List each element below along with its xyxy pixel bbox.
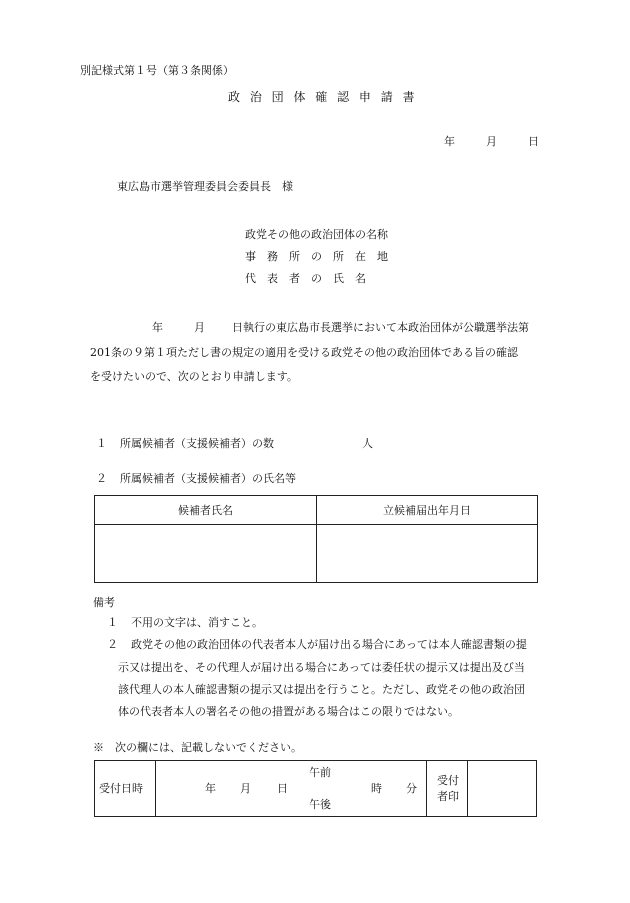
body-month-label: 月 (194, 321, 205, 334)
hour-label: 時 (371, 782, 382, 795)
remark-2-number: ２ (107, 638, 118, 651)
pm-label: 午後 (309, 798, 331, 811)
application-date (444, 135, 539, 149)
body-line-2: 201条の９第１項ただし書の規定の適用を受ける政党その他の政治団体である旨の確認 (90, 346, 518, 359)
remark-1-text: 不用の文字は、消すこと。 (131, 616, 263, 629)
item-1 (96, 437, 274, 451)
date-day-label: 日 (528, 135, 539, 148)
office-use-note: ※ 次の欄には、記載しないでください。 (93, 741, 302, 754)
header-filing-date: 立候補届出年月日 (317, 496, 538, 525)
remark-2 (107, 638, 527, 652)
form-reference: 別記様式第１号（第３条関係） (80, 64, 234, 77)
remark-1-number: １ (107, 616, 118, 629)
addressee: 東広島市選挙管理委員会委員長 様 (117, 180, 293, 193)
minute-label: 分 (406, 782, 417, 795)
office-location-label: 事 務 所 の 所 在 地 (245, 250, 388, 263)
remarks-title: 備考 (93, 596, 115, 609)
body-line-1 (152, 321, 529, 335)
body-year-label: 年 (152, 321, 163, 334)
item-1-label: 所属候補者（支援候補者）の数 (120, 437, 274, 450)
office-use-box (94, 760, 537, 817)
remark-2-line-1: 政党その他の政治団体の代表者本人が届け出る場合にあっては本人確認書類の提 (131, 638, 527, 651)
candidate-name-cell[interactable] (95, 525, 317, 583)
remark-2-line-3: 該代理人の本人確認書類の提示又は提出を行うこと。ただし、政党その他の政治団 (118, 683, 525, 696)
header-candidate-name: 候補者氏名 (95, 496, 317, 525)
candidate-table (94, 495, 538, 583)
representative-name-label: 代 表 者 の 氏 名 (245, 272, 366, 285)
table-row (95, 525, 538, 583)
date-year-label: 年 (444, 135, 455, 148)
remark-2-line-4: 体の代表者本人の署名その他の措置がある場合はこの限りではない。 (118, 705, 459, 718)
item-2-number: ２ (96, 472, 107, 485)
filing-date-cell[interactable] (317, 525, 538, 583)
received-month: 月 (240, 782, 251, 795)
date-month-label: 月 (486, 135, 497, 148)
item-2 (96, 472, 296, 486)
am-label: 午前 (309, 766, 331, 779)
document-title: 政 治 団 体 確 認 申 請 書 (228, 90, 418, 104)
received-year: 年 (205, 782, 216, 795)
receiver-seal-cell[interactable] (468, 761, 536, 816)
item-1-number: １ (96, 437, 107, 450)
received-day: 日 (277, 782, 288, 795)
body-line-3: を受けたいので、次のとおり申請します。 (90, 370, 298, 383)
remark-2-line-2: 示又は提出を、その代理人が届け出る場合にあっては委任状の提示又は提出及び当 (118, 661, 525, 674)
body-line-1-text: 日執行の東広島市長選挙において本政治団体が公職選挙法第 (232, 321, 529, 334)
table-header-row (95, 496, 538, 525)
item-1-unit: 人 (362, 437, 373, 450)
received-datetime-label: 受付日時 (99, 782, 143, 795)
item-2-label: 所属候補者（支援候補者）の氏名等 (120, 472, 296, 485)
remark-1 (107, 616, 263, 630)
party-name-label: 政党その他の政治団体の名称 (245, 228, 388, 241)
receiver-seal-label: 受付者印 (437, 774, 459, 803)
